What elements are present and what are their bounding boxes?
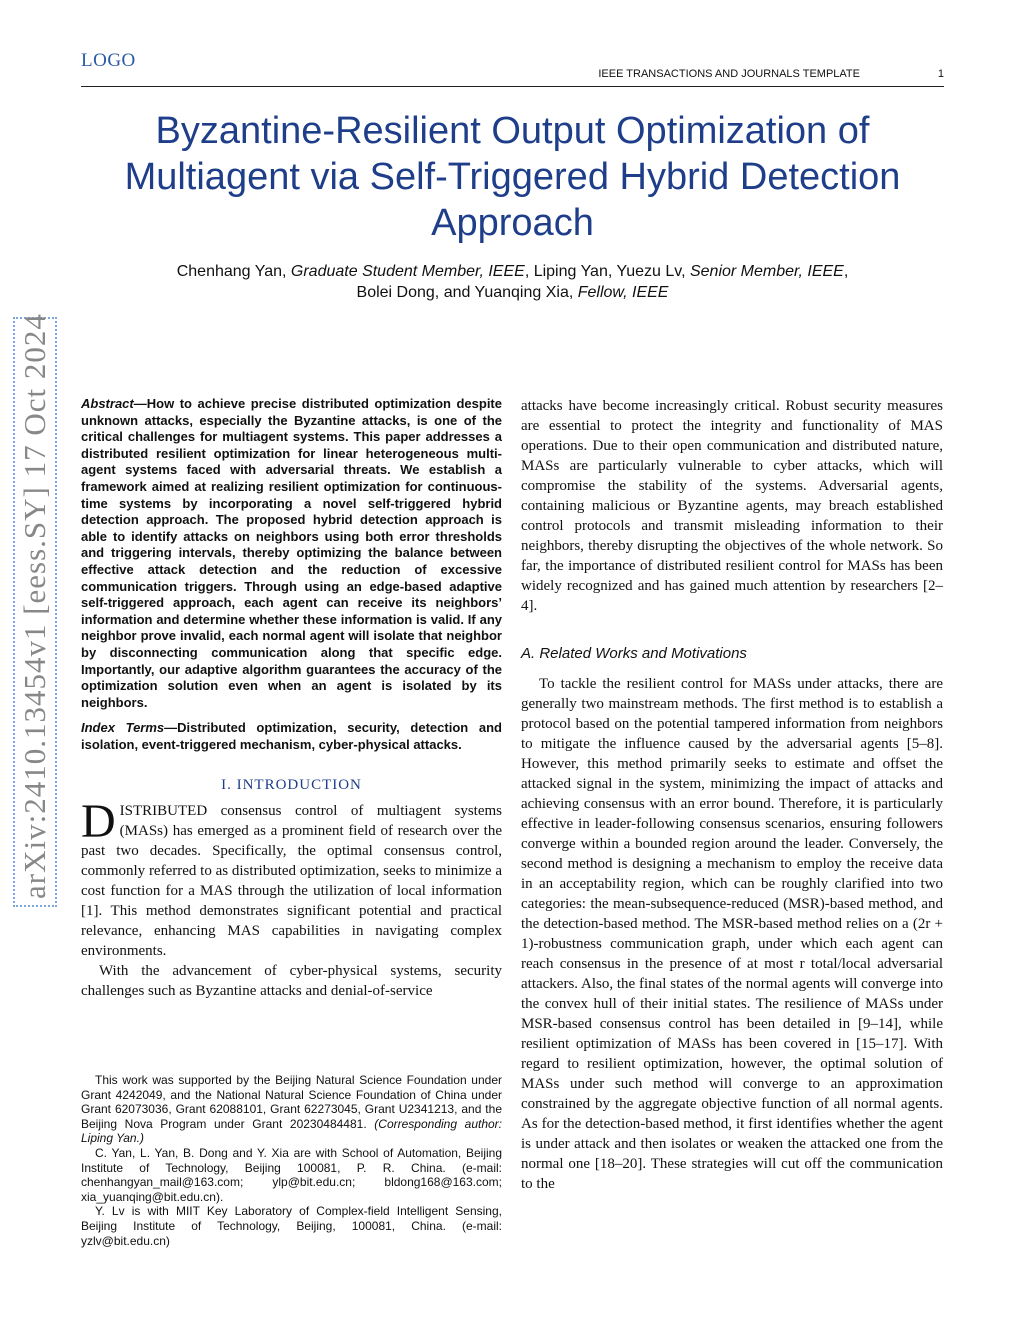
intro-p1-text: ISTRIBUTED consensus control of multiagent systems (MASs) has emerged as a prominent field of research over the past two decades. Specifically, the optimal consensus control, commonly referred to as distributed optimization, seeks to minimize a cost function for a MAS through the utilization of local information [1]. This method demonstrates significant potential and practical relevance, enhancing MAS capabilities in navigating complex environments.: [81, 803, 502, 960]
author-1-role: Graduate Student Member, IEEE: [290, 263, 525, 280]
footnote-affiliation-2: Y. Lv is with MIIT Key Laboratory of Complex-field Intelligent Sensing, Beijing Institute of Technology, Beijing, 100081, China. (e-mail: yzlv@bit.edu.cn): [81, 1204, 502, 1248]
arxiv-stamp[interactable]: arXiv:2410.13454v1 [eess.SY] 17 Oct 2024: [13, 317, 57, 907]
footnote-funding-text: This work was supported by the Beijing Natural Science Foundation under Grant 4242049, and the National Natural Science Foundation of China under Grant 62073036, Grant 62088101, Grant 62273045, Grant U2341213, and the Beijing Nova Program under Grant 20230484481.: [81, 1073, 502, 1131]
paper-title: Byzantine-Resilient Output Optimization of Multiagent via Self-Triggered Hybrid Detection Approach: [124, 110, 901, 244]
author-2-role: Senior Member, IEEE: [689, 263, 844, 280]
left-column: [81, 396, 502, 1001]
right-column: [521, 396, 943, 1194]
footnote-funding: [81, 1073, 502, 1146]
index-terms: [81, 720, 502, 753]
footnote: [81, 1073, 502, 1248]
footnote-affiliation-1: C. Yan, L. Yan, B. Dong and Y. Xia are with School of Automation, Beijing Institute of Technology, Beijing 100081, P. R. China. (e-mail: chenhangyan_mail@163.com; ylp@bit.edu.cn; bldong168@163.com; xia_yuanqing@bit.edu.cn).: [81, 1145, 502, 1204]
author-list: [81, 261, 944, 303]
author-1: Chenhang Yan,: [176, 263, 287, 280]
index-terms-label: Index Terms—: [81, 720, 178, 736]
page-number: 1: [937, 68, 944, 80]
abstract-text: How to achieve precise distributed optimization despite unknown attacks, especially the Byzantine attacks, is one of the critical challenges for multiagent systems. This paper addresses a distributed resilient optimization for linear heterogeneous multi-agent systems faced with adversarial threats. We establish a framework aimed at realizing resilient optimization for continuous-time systems by incorporating a novel self-triggered hybrid detection approach. The proposed hybrid detection approach is able to identify attacks on neighbors using both error thresholds and triggering intervals, thereby optimizing the balance between effective attack detection and the reduction of excessive communication triggers. Through using an edge-based adaptive self-triggered approach, each agent can receive its neighbors’ information and determine whether these information is valid. If any neighbor prove invalid, each normal agent will isolate that neighbor by disconnecting communication along that specific edge. Importantly, our adaptive algorithm guarantees the accuracy of the optimization solution even when an agent is isolated by its neighbors.: [81, 396, 502, 710]
dropcap-letter: D: [81, 795, 116, 849]
subsection-title: A. Related Works and Motivations: [521, 645, 747, 662]
journal-name: IEEE TRANSACTIONS AND JOURNALS TEMPLATE: [598, 68, 860, 80]
right-paragraph-2: To tackle the resilient control for MASs under attacks, there are generally two mainstream methods. The first method is to establish a protocol based on the potential tampered information from neighbors to mitigate the influence caused by the adversarial agents [5–8]. However, this method primarily seeks to estimate and offset the attacked signal in the system, minimizing the impact of attacks and achieving consensus with an error bound. Therefore, it is particularly effective in leader-following consensus scenarios, ensuring followers converge within a bounded region around the leader. Conversely, the second method is designing a mechanism to employ the receive data in an acceptability region, which can be roughly clarified into two categories: the mean-subsequence-reduced (MSR)-based method, and the detection-based method. The MSR-based method relies on a (2r + 1)-robustness communication graph, under which each agent can reach consensus in the presence of at most r total/local adversarial attackers. Also, the final states of the normal agents will converge into the convex hull of their initial states. The resilience of MASs under MSR-based consensus control has been detailed in [9–14], while resilient optimization of MASs has been covered in [15–17]. With regard to resilient optimization, however, the optimal solution of MASs under such method will converge to an approximation constrained by the aggregate objective function of all normal agents. As for the detection-based method, it first identifies whether the agent is under attack and then isolates or weaken the attacked one from the normal one [18–20]. These strategies will cut off the communication to the: [521, 676, 943, 1192]
index-terms-text: Distributed optimization, security, detection and isolation, event-triggered mechanism, cyber-physical attacks.: [81, 720, 502, 752]
authors-2: , Liping Yan, Yuezu Lv,: [524, 263, 686, 280]
abstract-label: Abstract—: [81, 396, 147, 411]
intro-paragraph-1: [81, 795, 502, 961]
authors-3: Bolei Dong, and Yuanqing Xia,: [356, 284, 574, 301]
journal-logo: LOGO: [81, 50, 136, 71]
author-4-role: Fellow, IEEE: [577, 284, 669, 301]
abstract: [81, 396, 502, 711]
section-title-introduction: I. INTRODUCTION: [221, 777, 362, 794]
right-paragraph-1: attacks have become increasingly critical. Robust security measures are essential to protect the integrity and functionality of MAS operations. Due to their open communication and distributed nature, MASs are particularly vulnerable to cyber attacks, which will compromise the stability of the systems. Adversarial agents, containing malicious or Byzantine agents, may breach established control protocols and transmit misleading information to their neighbors, thereby disrupting the objectives of the whole network. So far, the importance of distributed resilient control for MASs has been widely recognized and has gained much attention by researchers [2–4].: [521, 398, 943, 614]
footnote-corresponding: (Corresponding author: Liping Yan.): [81, 1116, 502, 1146]
running-header: [81, 68, 944, 87]
intro-paragraph-2: With the advancement of cyber-physical systems, security challenges such as Byzantine attacks and denial-of-service: [81, 963, 502, 1000]
authors-sep: ,: [843, 263, 849, 280]
